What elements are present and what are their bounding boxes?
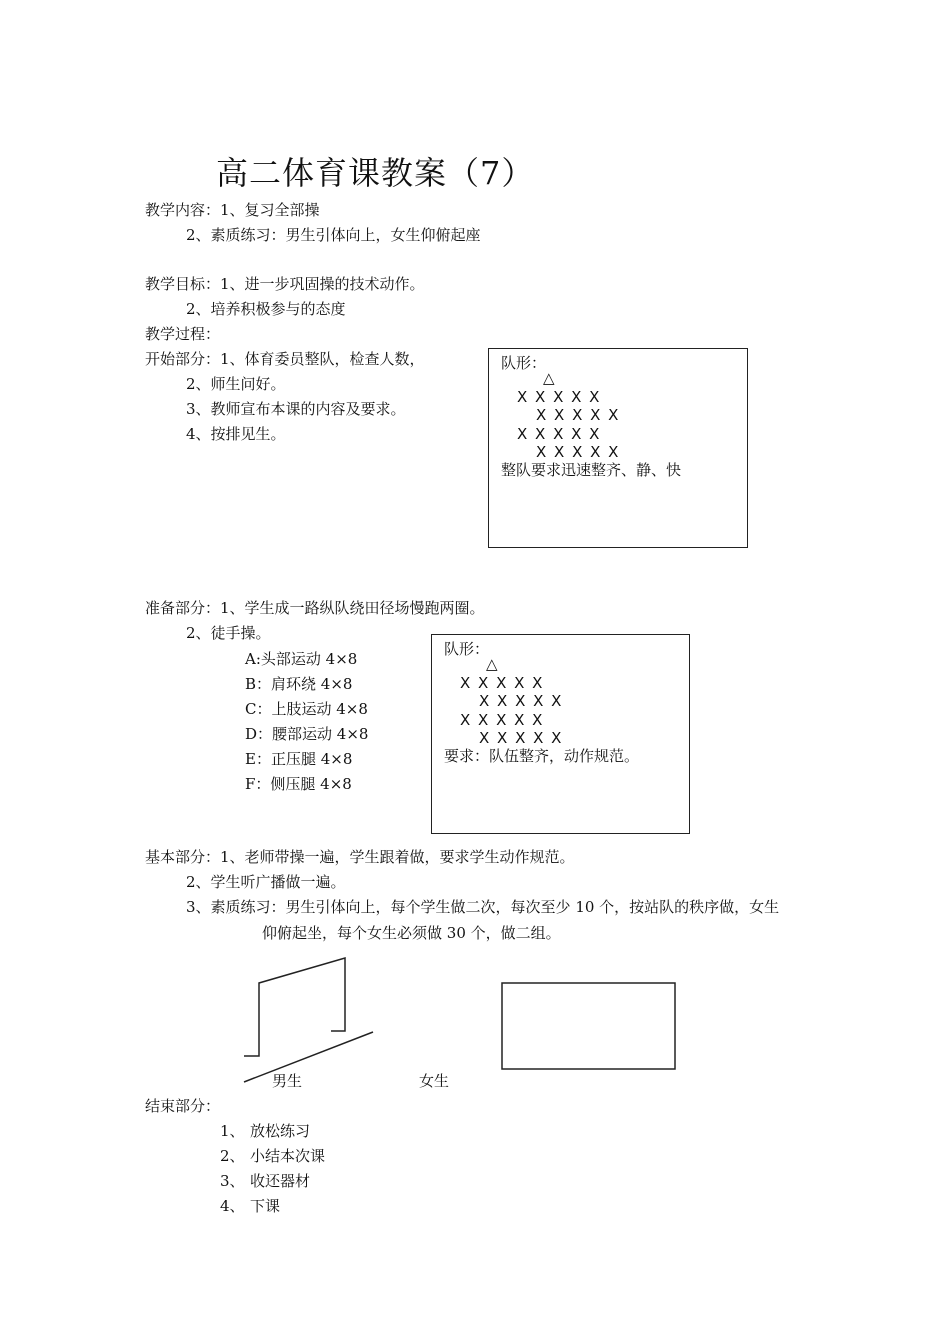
content-line-2: 2、素质练习：男生引体向上，女生仰俯起座 bbox=[186, 226, 481, 244]
start-item-2: 2、师生问好。 bbox=[186, 375, 286, 393]
label-girls: 女生 bbox=[419, 1072, 450, 1090]
process-label: 教学过程： bbox=[145, 325, 221, 343]
start-item-3: 3、教师宣布本课的内容及要求。 bbox=[186, 400, 406, 418]
formation-note: 要求：队伍整齐，动作规范。 bbox=[444, 747, 640, 765]
end-item-number: 1、 bbox=[220, 1122, 245, 1140]
basic-line-4: 仰俯起坐，每个女生必须做 30 个，做二组。 bbox=[262, 924, 561, 942]
end-item-number: 2、 bbox=[220, 1147, 245, 1165]
goals-line-2: 2、培养积极参与的态度 bbox=[186, 300, 346, 318]
end-label: 结束部分： bbox=[145, 1097, 221, 1115]
content-line-1: 教学内容：1、复习全部操 bbox=[145, 201, 320, 219]
end-item-text: 放松练习 bbox=[250, 1122, 311, 1140]
sit-up-mat-icon bbox=[502, 983, 675, 1069]
formation-row: X X X X X bbox=[517, 425, 600, 443]
formation-row: X X X X X bbox=[517, 388, 600, 406]
page-title: 高二体育课教案（7） bbox=[216, 154, 535, 192]
formation-row: X X X X X bbox=[479, 729, 562, 747]
start-item-1: 开始部分：1、体育委员整队，检查人数， bbox=[145, 350, 425, 368]
exercise-item: A:头部运动 4×8 bbox=[245, 650, 358, 668]
pull-up-bar-icon bbox=[244, 958, 345, 1056]
start-item-4: 4、按排见生。 bbox=[186, 425, 286, 443]
formation-row: X X X X X bbox=[460, 711, 543, 729]
basic-line-2: 2、学生听广播做一遍。 bbox=[186, 873, 346, 891]
exercise-item: C：上肢运动 4×8 bbox=[245, 700, 368, 718]
formation-note: 整队要求迅速整齐、静、快 bbox=[501, 461, 682, 479]
end-item-number: 4、 bbox=[220, 1197, 245, 1215]
formation-label: 队形： bbox=[444, 640, 490, 658]
prep-line-2: 2、徒手操。 bbox=[186, 624, 271, 642]
formation-row: X X X X X bbox=[479, 692, 562, 710]
formation-row: X X X X X bbox=[536, 406, 619, 424]
ground-line bbox=[244, 1032, 373, 1082]
formation-row: X X X X X bbox=[536, 443, 619, 461]
exercise-item: F：侧压腿 4×8 bbox=[245, 775, 352, 793]
end-item-number: 3、 bbox=[220, 1172, 245, 1190]
teacher-triangle-icon: △ bbox=[486, 655, 498, 673]
basic-line-1: 基本部分：1、老师带操一遍，学生跟着做，要求学生动作规范。 bbox=[145, 848, 575, 866]
prep-line-1: 准备部分：1、学生成一路纵队绕田径场慢跑两圈。 bbox=[145, 599, 485, 617]
exercise-item: E：正压腿 4×8 bbox=[245, 750, 353, 768]
end-item-text: 小结本次课 bbox=[250, 1147, 326, 1165]
exercise-item: B：肩环绕 4×8 bbox=[245, 675, 353, 693]
basic-line-3: 3、素质练习：男生引体向上，每个学生做二次，每次至少 10 个，按站队的秩序做，女生 bbox=[186, 898, 780, 916]
formation-row: X X X X X bbox=[460, 674, 543, 692]
goals-line-1: 教学目标：1、进一步巩固操的技术动作。 bbox=[145, 275, 425, 293]
label-boys: 男生 bbox=[272, 1072, 303, 1090]
end-item-text: 收还器材 bbox=[250, 1172, 311, 1190]
teacher-triangle-icon: △ bbox=[543, 369, 555, 387]
end-item-text: 下课 bbox=[250, 1197, 281, 1215]
exercise-item: D：腰部运动 4×8 bbox=[245, 725, 369, 743]
formation-label: 队形： bbox=[501, 354, 547, 372]
